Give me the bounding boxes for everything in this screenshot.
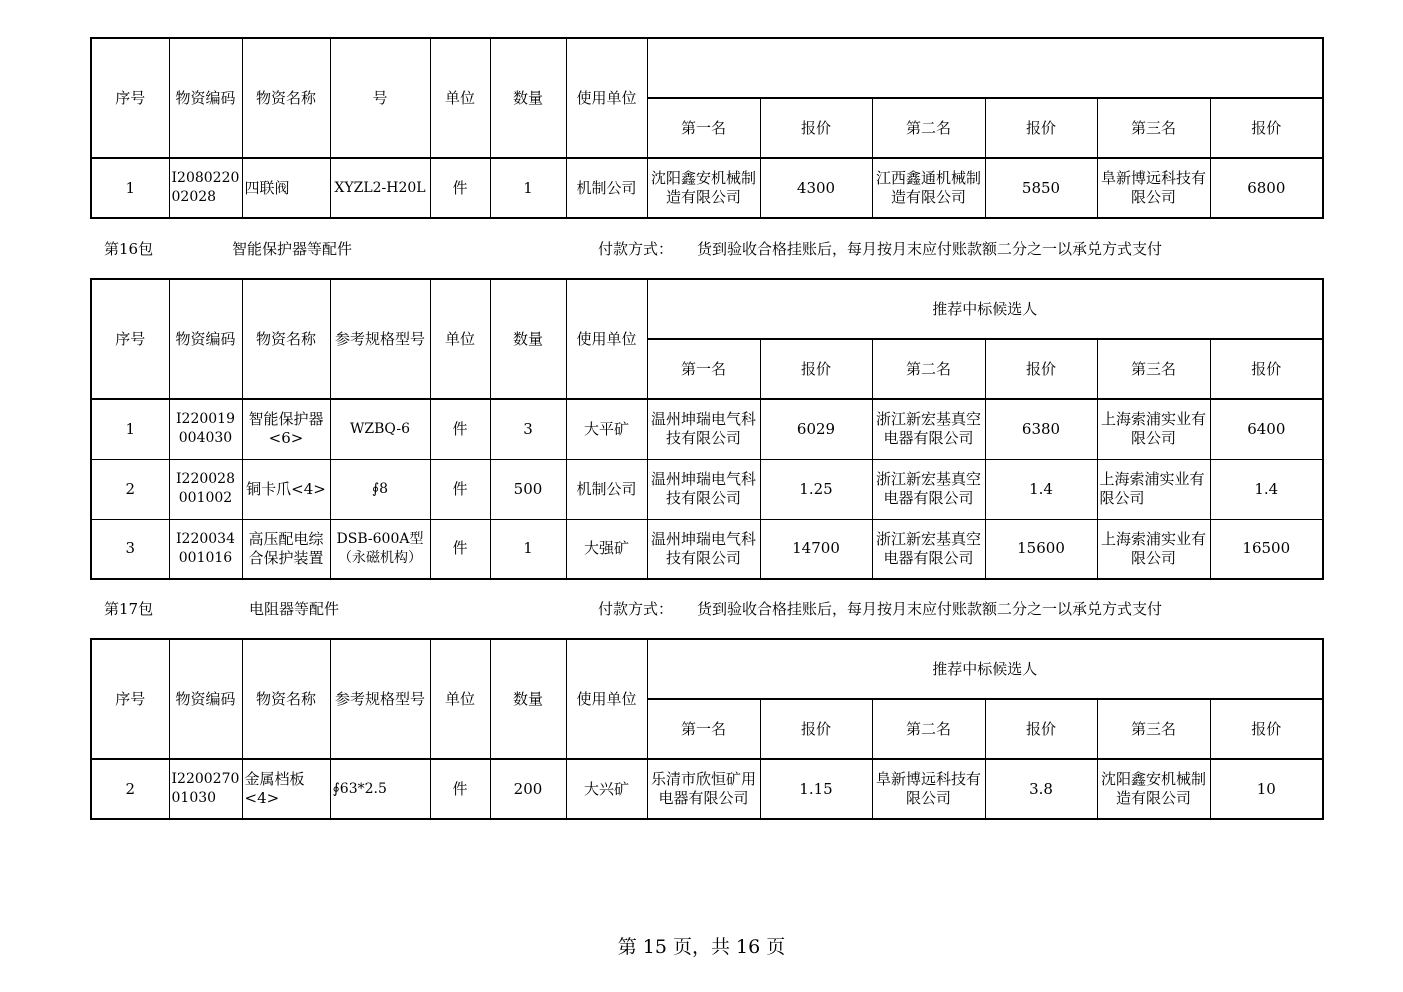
cell-name: 智能保护器<6> <box>242 399 330 459</box>
package-17-payment-label: 付款方式： <box>598 600 674 618</box>
cell-unit: 件 <box>430 459 490 519</box>
cell-spec: ∮63*2.5 <box>330 759 430 819</box>
cell-price-1: 14700 <box>760 519 872 579</box>
header-qty: 数量 <box>490 38 566 158</box>
header-seq: 序号 <box>91 279 169 399</box>
package-16-table <box>90 278 1324 580</box>
package-17-payment-text: 货到验收合格挂账后，每月按月末应付账款额二分之一以承兑方式支付 <box>697 600 1163 618</box>
header-third: 第三名 <box>1097 98 1210 158</box>
page-number: 第 15 页，共 16 页 <box>617 936 786 958</box>
cell-code: I2200270 01030 <box>169 759 242 819</box>
cell-candidate-1: 温州坤瑞电气科技有限公司 <box>647 399 760 459</box>
cell-price-3: 6800 <box>1210 158 1323 218</box>
cell-candidate-2: 浙江新宏基真空电器有限公司 <box>872 399 985 459</box>
header-unit: 单位 <box>430 279 490 399</box>
cell-price-3: 1.4 <box>1210 459 1323 519</box>
header-candidates: 推荐中标候选人 <box>647 639 1323 699</box>
header-third: 第三名 <box>1097 339 1210 399</box>
header-price-2: 报价 <box>985 339 1097 399</box>
package-17-label: 第17包 <box>104 600 154 618</box>
cell-candidate-3: 阜新博远科技有限公司 <box>1097 158 1210 218</box>
table-row <box>91 519 1323 579</box>
cell-dept: 大强矿 <box>566 519 647 579</box>
package-17-table <box>90 638 1324 820</box>
cell-code: I220034 001016 <box>169 519 242 579</box>
header-code: 物资编码 <box>169 279 242 399</box>
header-price-1: 报价 <box>760 339 872 399</box>
header-dept: 使用单位 <box>566 279 647 399</box>
header-code: 物资编码 <box>169 639 242 759</box>
cell-qty: 200 <box>490 759 566 819</box>
cell-price-1: 4300 <box>760 158 872 218</box>
package-17-title: 电阻器等配件 <box>249 600 340 618</box>
cell-name: 铜卡爪<4> <box>242 459 330 519</box>
cell-candidate-1: 乐清市欣恒矿用电器有限公司 <box>647 759 760 819</box>
cell-candidate-2: 阜新博远科技有限公司 <box>872 759 985 819</box>
cell-spec: DSB-600A型（永磁机构） <box>330 519 430 579</box>
cell-name: 四联阀 <box>242 158 330 218</box>
cell-price-2: 1.4 <box>985 459 1097 519</box>
cell-qty: 500 <box>490 459 566 519</box>
cell-candidate-3: 上海索浦实业有限公司 <box>1097 399 1210 459</box>
header-name: 物资名称 <box>242 279 330 399</box>
cell-unit: 件 <box>430 759 490 819</box>
cell-name: 金属档板<4> <box>242 759 330 819</box>
header-dept: 使用单位 <box>566 639 647 759</box>
header-price-1: 报价 <box>760 98 872 158</box>
cell-price-1: 6029 <box>760 399 872 459</box>
header-spec: 参考规格型号 <box>330 639 430 759</box>
header-name: 物资名称 <box>242 38 330 158</box>
header-first: 第一名 <box>647 98 760 158</box>
header-first: 第一名 <box>647 699 760 759</box>
header-price-3: 报价 <box>1210 699 1323 759</box>
cell-price-2: 15600 <box>985 519 1097 579</box>
header-unit: 单位 <box>430 38 490 158</box>
package-16-payment-text: 货到验收合格挂账后，每月按月末应付账款额二分之一以承兑方式支付 <box>697 240 1163 258</box>
cell-price-1: 1.15 <box>760 759 872 819</box>
header-price-2: 报价 <box>985 699 1097 759</box>
cell-price-3: 10 <box>1210 759 1323 819</box>
cell-candidate-3: 上海索浦实业有限公司 <box>1097 459 1210 519</box>
header-seq: 序号 <box>91 38 169 158</box>
cell-price-3: 6400 <box>1210 399 1323 459</box>
cell-unit: 件 <box>430 399 490 459</box>
cell-dept: 大兴矿 <box>566 759 647 819</box>
header-second: 第二名 <box>872 339 985 399</box>
package-16-title: 智能保护器等配件 <box>232 240 353 258</box>
cell-dept: 机制公司 <box>566 459 647 519</box>
package-16-label: 第16包 <box>104 240 154 258</box>
header-second: 第二名 <box>872 699 985 759</box>
header-seq: 序号 <box>91 639 169 759</box>
cell-price-2: 3.8 <box>985 759 1097 819</box>
header-price-1: 报价 <box>760 699 872 759</box>
cell-spec: WZBQ-6 <box>330 399 430 459</box>
cell-seq: 3 <box>91 519 169 579</box>
header-candidates <box>647 38 1323 98</box>
cell-price-3: 16500 <box>1210 519 1323 579</box>
header-candidates: 推荐中标候选人 <box>647 279 1323 339</box>
cell-qty: 1 <box>490 519 566 579</box>
cell-price-1: 1.25 <box>760 459 872 519</box>
header-price-3: 报价 <box>1210 339 1323 399</box>
cell-spec: ∮8 <box>330 459 430 519</box>
cell-dept: 大平矿 <box>566 399 647 459</box>
cell-code: I2080220 02028 <box>169 158 242 218</box>
package-15-table <box>90 37 1324 219</box>
cell-seq: 2 <box>91 459 169 519</box>
header-code: 物资编码 <box>169 38 242 158</box>
cell-dept: 机制公司 <box>566 158 647 218</box>
cell-price-2: 5850 <box>985 158 1097 218</box>
cell-candidate-1: 温州坤瑞电气科技有限公司 <box>647 519 760 579</box>
cell-candidate-2: 江西鑫通机械制造有限公司 <box>872 158 985 218</box>
cell-candidate-1: 沈阳鑫安机械制造有限公司 <box>647 158 760 218</box>
cell-qty: 1 <box>490 158 566 218</box>
table-row <box>91 158 1323 218</box>
header-third: 第三名 <box>1097 699 1210 759</box>
cell-unit: 件 <box>430 519 490 579</box>
cell-code: I220019 004030 <box>169 399 242 459</box>
header-second: 第二名 <box>872 98 985 158</box>
cell-seq: 1 <box>91 158 169 218</box>
cell-candidate-2: 浙江新宏基真空电器有限公司 <box>872 519 985 579</box>
header-price-2: 报价 <box>985 98 1097 158</box>
header-first: 第一名 <box>647 339 760 399</box>
cell-candidate-2: 浙江新宏基真空电器有限公司 <box>872 459 985 519</box>
cell-seq: 1 <box>91 399 169 459</box>
header-spec: 参考规格型号 <box>330 279 430 399</box>
cell-seq: 2 <box>91 759 169 819</box>
cell-name: 高压配电综合保护装置 <box>242 519 330 579</box>
package-16-payment-label: 付款方式： <box>598 240 674 258</box>
cell-spec: XYZL2-H20L <box>330 158 430 218</box>
header-dept: 使用单位 <box>566 38 647 158</box>
cell-code: I220028 001002 <box>169 459 242 519</box>
cell-price-2: 6380 <box>985 399 1097 459</box>
cell-unit: 件 <box>430 158 490 218</box>
header-qty: 数量 <box>490 639 566 759</box>
cell-candidate-3: 上海索浦实业有限公司 <box>1097 519 1210 579</box>
header-spec: 号 <box>330 38 430 158</box>
table-row <box>91 459 1323 519</box>
cell-qty: 3 <box>490 399 566 459</box>
header-qty: 数量 <box>490 279 566 399</box>
header-price-3: 报价 <box>1210 98 1323 158</box>
package-15-table-clip <box>90 88 1322 219</box>
cell-candidate-3: 沈阳鑫安机械制造有限公司 <box>1097 759 1210 819</box>
header-name: 物资名称 <box>242 639 330 759</box>
table-row <box>91 399 1323 459</box>
cell-candidate-1: 温州坤瑞电气科技有限公司 <box>647 459 760 519</box>
header-unit: 单位 <box>430 639 490 759</box>
table-row <box>91 759 1323 819</box>
